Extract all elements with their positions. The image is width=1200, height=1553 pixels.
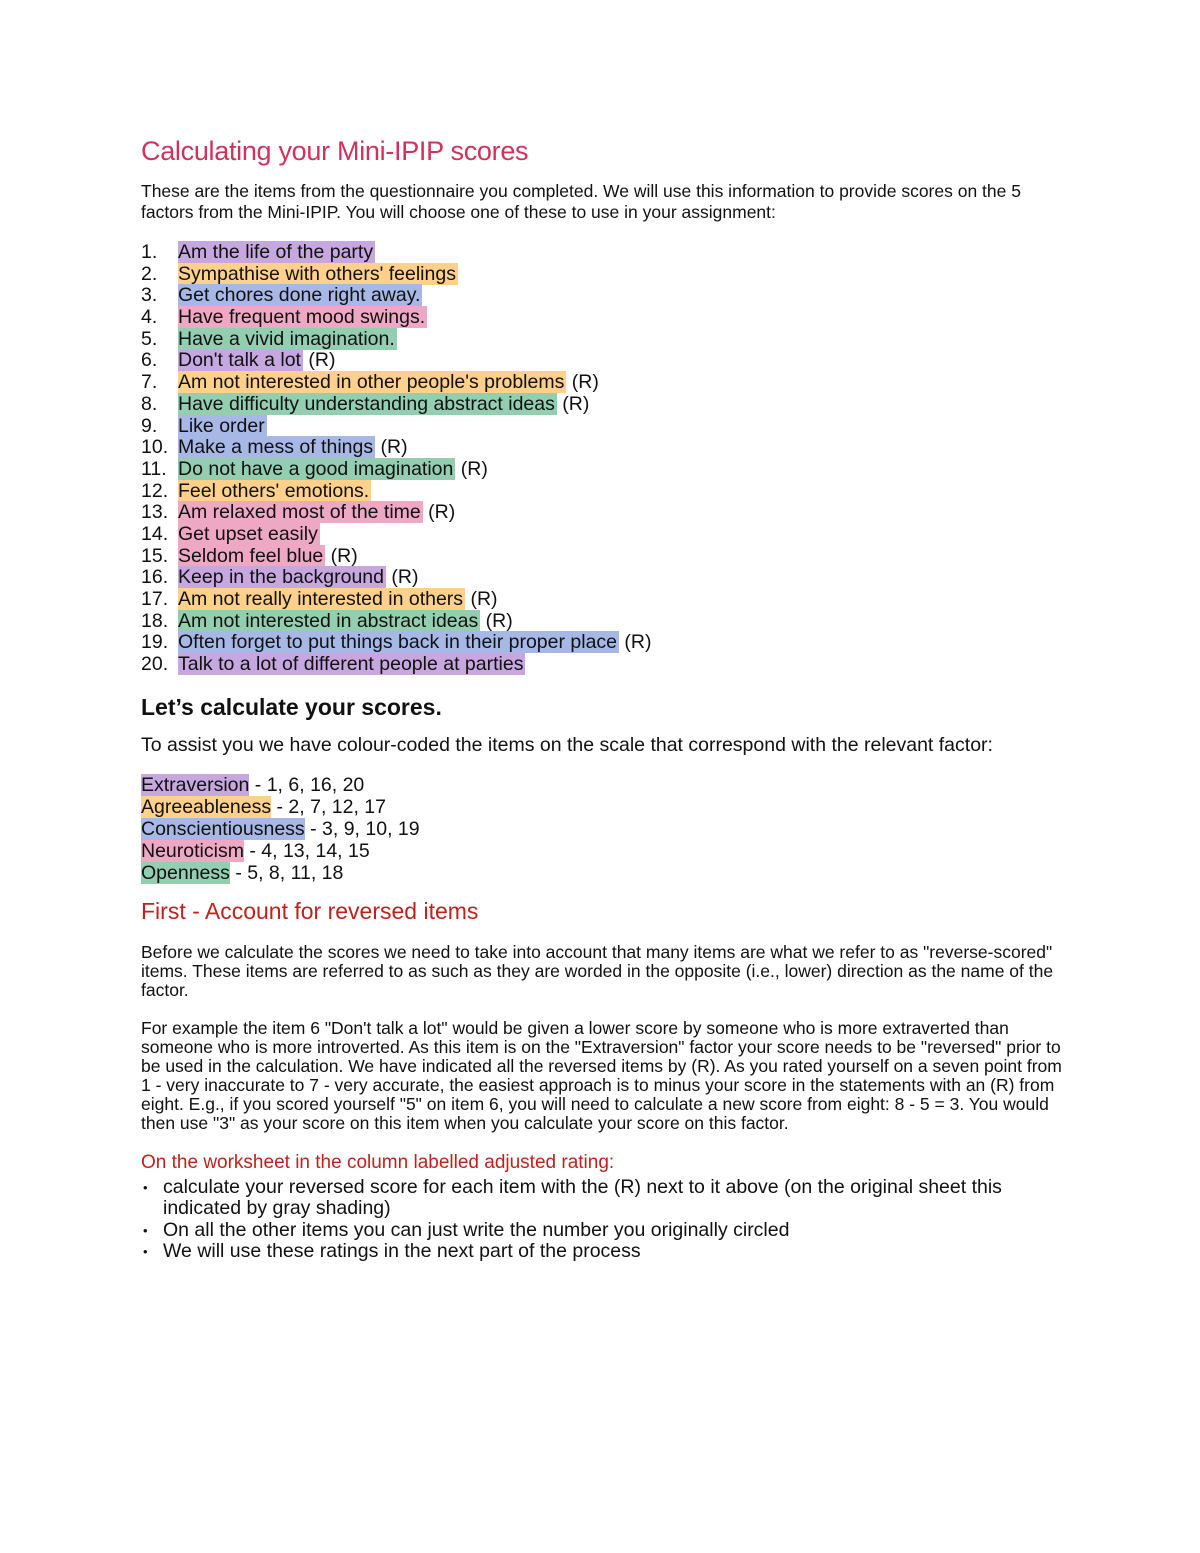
bullet-item — [141, 1177, 1071, 1220]
factor-legend-item — [141, 796, 1071, 818]
questionnaire-item — [141, 285, 1071, 307]
reverse-marker: (R) — [556, 392, 590, 415]
factor-item-numbers: - 1, 6, 16, 20 — [249, 773, 365, 796]
bullet-text: On all the other items you can just write the number you originally circled — [163, 1218, 790, 1241]
item-number: 10. — [141, 436, 169, 459]
factor-legend-list — [141, 774, 1071, 884]
factor-name-conscientiousness: Conscientiousness — [141, 817, 305, 840]
item-text-agreeableness: Am not really interested in others — [178, 588, 464, 610]
reverse-explanation-paragraph: Before we calculate the scores we need to take into account that many items are what we refer to as "reverse-scored" items. These items are referred to as such as they are worded in the opposite (i.e., lower) direction as the name of the factor. — [141, 941, 1054, 1000]
item-number: 20. — [141, 653, 169, 676]
reverse-marker: (R) — [375, 436, 408, 459]
reverse-marker: (R) — [302, 349, 336, 372]
item-number: 9. — [141, 414, 158, 437]
item-text-agreeableness: Feel others' emotions. — [178, 479, 370, 502]
factor-item-numbers: - 2, 7, 12, 17 — [271, 795, 386, 818]
calculate-heading: Let’s calculate your scores. — [141, 693, 442, 720]
item-number: 16. — [141, 566, 169, 589]
item-text-extraversion: Keep in the background — [178, 566, 384, 589]
item-number: 15. — [141, 544, 169, 567]
item-text-openness: Am not interested in abstract ideas — [178, 609, 479, 632]
questionnaire-item — [141, 654, 1071, 676]
factor-name-agreeableness: Agreeableness — [141, 795, 272, 818]
item-text-extraversion: Talk to a lot of different people at parties — [178, 653, 524, 676]
questionnaire-item — [141, 394, 1071, 416]
page-title: Calculating your Mini-IPIP scores — [141, 136, 529, 166]
reverse-marker: (R) — [386, 566, 419, 589]
item-number: 2. — [141, 262, 158, 285]
item-text-openness: Have a vivid imagination. — [178, 327, 395, 350]
item-text-neuroticism: Have frequent mood swings. — [178, 306, 426, 329]
questionnaire-item — [141, 242, 1071, 264]
item-text-neuroticism: Get upset easily — [178, 522, 318, 545]
item-number: 19. — [141, 631, 169, 654]
item-text-neuroticism: Am relaxed most of the time — [178, 501, 421, 524]
bullet-icon: • — [143, 1222, 148, 1238]
item-text-openness: Have difficulty understanding abstract ideas — [178, 392, 555, 415]
item-number: 17. — [141, 588, 169, 610]
factor-name-extraversion: Extraversion — [141, 773, 250, 796]
factor-item-numbers: - 4, 13, 14, 15 — [243, 839, 370, 862]
item-text-neuroticism: Seldom feel blue — [178, 544, 324, 567]
questionnaire-item — [141, 372, 1071, 394]
reverse-marker: (R) — [422, 501, 456, 524]
factor-legend-item — [141, 840, 1071, 862]
item-number: 1. — [141, 241, 158, 263]
worksheet-instruction: On the worksheet in the column labelled adjusted rating: — [141, 1151, 615, 1173]
questionnaire-item — [141, 329, 1071, 351]
questionnaire-item — [141, 502, 1071, 524]
questionnaire-item — [141, 632, 1071, 654]
intro-paragraph: These are the items from the questionnaire you completed. We will use this information to provide scores on the 5 factors from the Mini-IPIP. You will choose one of these to use in your assignment: — [141, 181, 1021, 222]
document-page — [141, 136, 1071, 1263]
reverse-marker: (R) — [455, 457, 488, 480]
factor-item-numbers: - 5, 8, 11, 18 — [229, 861, 344, 884]
bullet-text: calculate your reversed score for each item with the (R) next to it above (on the original sheet this indicated by gray shading) — [163, 1175, 1002, 1220]
item-number: 7. — [141, 371, 158, 394]
reverse-marker: (R) — [619, 631, 652, 654]
questionnaire-item — [141, 567, 1071, 589]
factor-legend-item — [141, 818, 1071, 840]
item-text-agreeableness: Sympathise with others' feelings — [178, 262, 456, 285]
item-number: 18. — [141, 609, 169, 632]
item-number: 14. — [141, 522, 169, 545]
item-text-openness: Do not have a good imagination — [178, 457, 454, 480]
factor-name-openness: Openness — [141, 861, 230, 884]
questionnaire-items-list — [141, 242, 1071, 676]
questionnaire-item — [141, 481, 1071, 503]
item-number: 4. — [141, 306, 158, 329]
bullet-icon: • — [143, 1244, 148, 1260]
item-number: 5. — [141, 327, 158, 350]
bullet-item — [141, 1220, 1071, 1242]
item-text-conscientiousness: Like order — [178, 414, 265, 437]
questionnaire-item — [141, 589, 1071, 611]
bullet-text: We will use these ratings in the next part of the process — [163, 1240, 641, 1263]
factor-name-neuroticism: Neuroticism — [141, 839, 244, 862]
questionnaire-item — [141, 416, 1071, 438]
assist-paragraph: To assist you we have colour-coded the items on the scale that correspond with the relevant factor: — [141, 733, 993, 756]
item-number: 3. — [141, 284, 158, 307]
example-paragraph: For example the item 6 "Don't talk a lot" would be given a lower score by someone who is more extraverted than someone who is more introverted. As this item is on the "Extraversion" factor your score needs to be "reversed" prior to be used in the calculation. We have indicated all the reversed items by (R). As you rated yourself on a seven point from 1 - very inaccurate to 7 - very accurate, the easiest approach is to minus your score in the statements with an (R) from eight. E.g., if you scored yourself "5" on item 6, you will need to calculate a new score from eight: 8 - 5 = 3. You would then use "3" as your score on this item when you calculate your score on this factor. — [141, 1017, 1062, 1133]
factor-legend-item — [141, 862, 1071, 884]
questionnaire-item — [141, 264, 1071, 286]
item-number: 13. — [141, 501, 169, 524]
item-number: 8. — [141, 392, 158, 415]
bullet-item — [141, 1241, 1071, 1263]
questionnaire-item — [141, 437, 1071, 459]
item-number: 11. — [141, 457, 167, 480]
item-text-conscientiousness: Get chores done right away. — [178, 284, 421, 307]
questionnaire-item — [141, 307, 1071, 329]
questionnaire-item — [141, 350, 1071, 372]
item-text-extraversion: Don't talk a lot — [178, 349, 301, 372]
item-text-conscientiousness: Make a mess of things — [178, 436, 374, 459]
instruction-bullets — [141, 1177, 1071, 1263]
item-text-agreeableness: Am not interested in other people's problems — [178, 371, 565, 394]
reverse-marker: (R) — [480, 609, 513, 632]
questionnaire-item — [141, 459, 1071, 481]
factor-legend-item — [141, 774, 1071, 796]
factor-item-numbers: - 3, 9, 10, 19 — [304, 817, 420, 840]
item-text-conscientiousness: Often forget to put things back in their proper place — [178, 631, 618, 654]
item-number: 12. — [141, 479, 169, 502]
reverse-marker: (R) — [325, 544, 358, 567]
reversed-items-heading: First - Account for reversed items — [141, 897, 479, 924]
item-text-extraversion: Am the life of the party — [178, 241, 374, 263]
reverse-marker: (R) — [566, 371, 599, 394]
questionnaire-item — [141, 546, 1071, 568]
bullet-icon: • — [143, 1179, 148, 1195]
questionnaire-item — [141, 611, 1071, 633]
reverse-marker: (R) — [465, 588, 498, 610]
questionnaire-item — [141, 524, 1071, 546]
item-number: 6. — [141, 349, 158, 372]
